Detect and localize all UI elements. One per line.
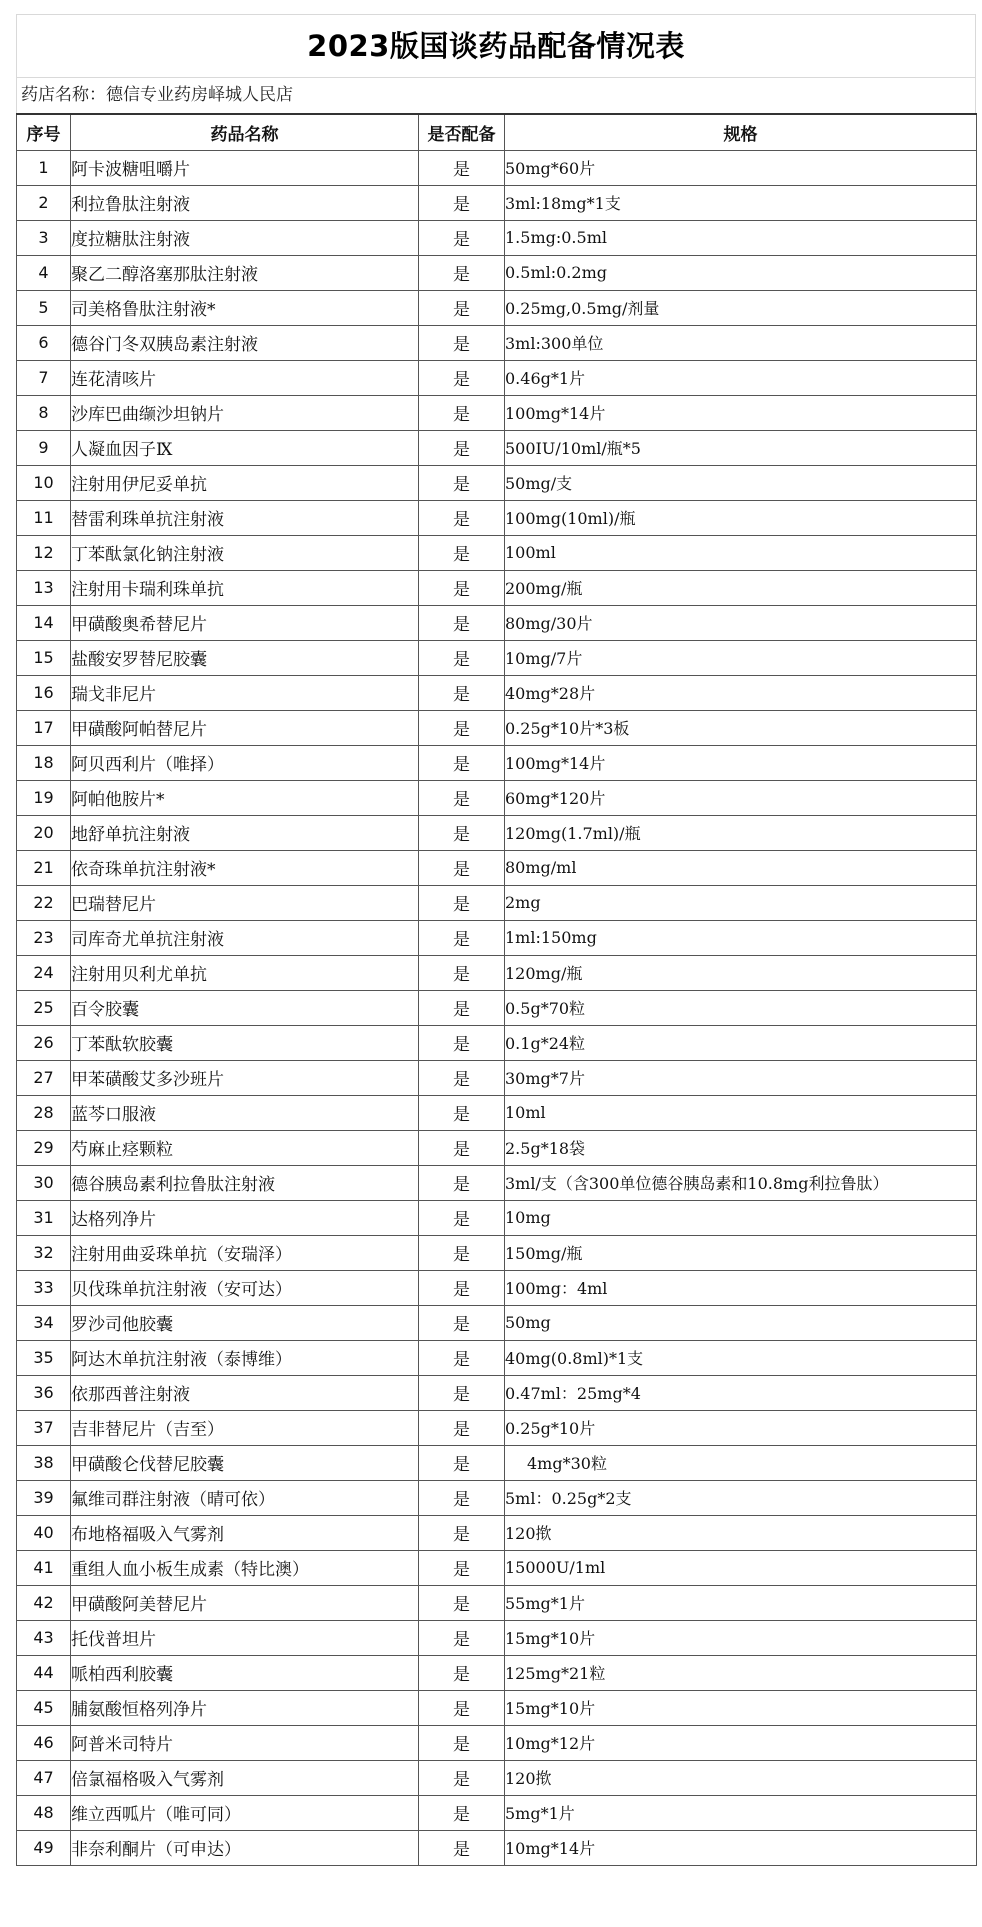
drug-name: 倍氯福格吸入气雾剂 bbox=[71, 1760, 419, 1795]
drug-spec: 4mg*30粒 bbox=[505, 1445, 977, 1480]
drug-name: 司库奇尤单抗注射液 bbox=[71, 920, 419, 955]
row-number: 24 bbox=[17, 955, 71, 990]
table-row bbox=[17, 1760, 977, 1795]
table-row bbox=[17, 1830, 977, 1865]
drug-spec: 100mg：4ml bbox=[505, 1270, 977, 1305]
row-number: 21 bbox=[17, 850, 71, 885]
row-number: 18 bbox=[17, 745, 71, 780]
drug-name: 甲磺酸阿帕替尼片 bbox=[71, 710, 419, 745]
table-row bbox=[17, 745, 977, 780]
header-no: 序号 bbox=[17, 114, 71, 150]
drug-name: 瑞戈非尼片 bbox=[71, 675, 419, 710]
table-row bbox=[17, 1550, 977, 1585]
stocked-status: 是 bbox=[419, 640, 505, 675]
drug-name: 盐酸安罗替尼胶囊 bbox=[71, 640, 419, 675]
stocked-status: 是 bbox=[419, 1200, 505, 1235]
drug-spec: 50mg/支 bbox=[505, 465, 977, 500]
store-name: 药店名称：德信专业药房峄城人民店 bbox=[16, 77, 976, 113]
row-number: 45 bbox=[17, 1690, 71, 1725]
row-number: 19 bbox=[17, 780, 71, 815]
drug-name: 吉非替尼片（吉至） bbox=[71, 1410, 419, 1445]
drug-name: 德谷门冬双胰岛素注射液 bbox=[71, 325, 419, 360]
table-row bbox=[17, 1200, 977, 1235]
drug-name: 德谷胰岛素利拉鲁肽注射液 bbox=[71, 1165, 419, 1200]
stocked-status: 是 bbox=[419, 1270, 505, 1305]
drug-name: 度拉糖肽注射液 bbox=[71, 220, 419, 255]
table-row bbox=[17, 430, 977, 465]
table-row bbox=[17, 325, 977, 360]
header-row bbox=[17, 114, 977, 150]
stocked-status: 是 bbox=[419, 1235, 505, 1270]
drug-name: 连花清咳片 bbox=[71, 360, 419, 395]
drug-name: 沙库巴曲缬沙坦钠片 bbox=[71, 395, 419, 430]
row-number: 17 bbox=[17, 710, 71, 745]
drug-spec: 1ml:150mg bbox=[505, 920, 977, 955]
row-number: 12 bbox=[17, 535, 71, 570]
drug-spec: 80mg/30片 bbox=[505, 605, 977, 640]
table-row bbox=[17, 1095, 977, 1130]
stocked-status: 是 bbox=[419, 290, 505, 325]
table-row bbox=[17, 290, 977, 325]
row-number: 4 bbox=[17, 255, 71, 290]
drug-spec: 100ml bbox=[505, 535, 977, 570]
table-row bbox=[17, 1480, 977, 1515]
drug-spec: 100mg*14片 bbox=[505, 745, 977, 780]
table-row bbox=[17, 885, 977, 920]
stocked-status: 是 bbox=[419, 570, 505, 605]
drug-spec: 60mg*120片 bbox=[505, 780, 977, 815]
table-row bbox=[17, 150, 977, 185]
drug-spec: 500IU/10ml/瓶*5 bbox=[505, 430, 977, 465]
row-number: 47 bbox=[17, 1760, 71, 1795]
drug-spec: 40mg*28片 bbox=[505, 675, 977, 710]
stocked-status: 是 bbox=[419, 325, 505, 360]
drug-spec: 0.47ml：25mg*4 bbox=[505, 1375, 977, 1410]
drug-spec: 120揿 bbox=[505, 1760, 977, 1795]
drug-spec: 15000U/1ml bbox=[505, 1550, 977, 1585]
stocked-status: 是 bbox=[419, 500, 505, 535]
stocked-status: 是 bbox=[419, 185, 505, 220]
table-row bbox=[17, 535, 977, 570]
row-number: 37 bbox=[17, 1410, 71, 1445]
drug-name: 哌柏西利胶囊 bbox=[71, 1655, 419, 1690]
stocked-status: 是 bbox=[419, 1655, 505, 1690]
drug-spec: 5mg*1片 bbox=[505, 1795, 977, 1830]
drug-spec: 120mg(1.7ml)/瓶 bbox=[505, 815, 977, 850]
row-number: 8 bbox=[17, 395, 71, 430]
drug-spec: 0.25g*10片*3板 bbox=[505, 710, 977, 745]
drug-name: 阿达木单抗注射液（泰博维） bbox=[71, 1340, 419, 1375]
stocked-status: 是 bbox=[419, 1760, 505, 1795]
row-number: 34 bbox=[17, 1305, 71, 1340]
drug-name: 注射用伊尼妥单抗 bbox=[71, 465, 419, 500]
row-number: 49 bbox=[17, 1830, 71, 1865]
row-number: 25 bbox=[17, 990, 71, 1025]
table-row bbox=[17, 1690, 977, 1725]
stocked-status: 是 bbox=[419, 255, 505, 290]
drug-name: 甲磺酸仑伐替尼胶囊 bbox=[71, 1445, 419, 1480]
row-number: 14 bbox=[17, 605, 71, 640]
drug-spec: 120mg/瓶 bbox=[505, 955, 977, 990]
row-number: 38 bbox=[17, 1445, 71, 1480]
table-row bbox=[17, 1620, 977, 1655]
stocked-status: 是 bbox=[419, 1340, 505, 1375]
row-number: 16 bbox=[17, 675, 71, 710]
table-row bbox=[17, 570, 977, 605]
stocked-status: 是 bbox=[419, 1620, 505, 1655]
drug-name: 阿普米司特片 bbox=[71, 1725, 419, 1760]
drug-name: 人凝血因子Ⅸ bbox=[71, 430, 419, 465]
table-row bbox=[17, 500, 977, 535]
table-row bbox=[17, 920, 977, 955]
table-row bbox=[17, 1410, 977, 1445]
stocked-status: 是 bbox=[419, 1550, 505, 1585]
table-row bbox=[17, 1060, 977, 1095]
row-number: 9 bbox=[17, 430, 71, 465]
table-row bbox=[17, 710, 977, 745]
drug-name: 芍麻止痉颗粒 bbox=[71, 1130, 419, 1165]
table-body bbox=[17, 150, 977, 1865]
row-number: 20 bbox=[17, 815, 71, 850]
row-number: 2 bbox=[17, 185, 71, 220]
drug-spec: 3ml/支（含300单位德谷胰岛素和10.8mg利拉鲁肽） bbox=[505, 1165, 977, 1200]
stocked-status: 是 bbox=[419, 430, 505, 465]
table-row bbox=[17, 1585, 977, 1620]
stocked-status: 是 bbox=[419, 1095, 505, 1130]
stocked-status: 是 bbox=[419, 1410, 505, 1445]
drug-spec: 100mg*14片 bbox=[505, 395, 977, 430]
table-row bbox=[17, 1165, 977, 1200]
table-row bbox=[17, 780, 977, 815]
table-row bbox=[17, 1130, 977, 1165]
table-row bbox=[17, 185, 977, 220]
drug-spec: 50mg*60片 bbox=[505, 150, 977, 185]
drug-spec: 0.25mg,0.5mg/剂量 bbox=[505, 290, 977, 325]
drug-name: 重组人血小板生成素（特比澳） bbox=[71, 1550, 419, 1585]
stocked-status: 是 bbox=[419, 990, 505, 1025]
table-row bbox=[17, 1795, 977, 1830]
stocked-status: 是 bbox=[419, 850, 505, 885]
drug-name: 达格列净片 bbox=[71, 1200, 419, 1235]
drug-spec: 10mg*14片 bbox=[505, 1830, 977, 1865]
table-row bbox=[17, 990, 977, 1025]
table-row bbox=[17, 1025, 977, 1060]
stocked-status: 是 bbox=[419, 675, 505, 710]
stocked-status: 是 bbox=[419, 535, 505, 570]
stocked-status: 是 bbox=[419, 1795, 505, 1830]
row-number: 11 bbox=[17, 500, 71, 535]
drug-spec: 15mg*10片 bbox=[505, 1620, 977, 1655]
header-spec: 规格 bbox=[505, 114, 977, 150]
drug-spec: 100mg(10ml)/瓶 bbox=[505, 500, 977, 535]
drug-name: 地舒单抗注射液 bbox=[71, 815, 419, 850]
drug-spec: 3ml:300单位 bbox=[505, 325, 977, 360]
drug-name: 巴瑞替尼片 bbox=[71, 885, 419, 920]
row-number: 48 bbox=[17, 1795, 71, 1830]
drug-spec: 50mg bbox=[505, 1305, 977, 1340]
row-number: 13 bbox=[17, 570, 71, 605]
drug-name: 替雷利珠单抗注射液 bbox=[71, 500, 419, 535]
drug-name: 司美格鲁肽注射液* bbox=[71, 290, 419, 325]
drug-name: 甲苯磺酸艾多沙班片 bbox=[71, 1060, 419, 1095]
row-number: 29 bbox=[17, 1130, 71, 1165]
row-number: 28 bbox=[17, 1095, 71, 1130]
row-number: 30 bbox=[17, 1165, 71, 1200]
row-number: 40 bbox=[17, 1515, 71, 1550]
drug-spec: 3ml:18mg*1支 bbox=[505, 185, 977, 220]
drug-spec: 0.46g*1片 bbox=[505, 360, 977, 395]
drug-name: 百令胶囊 bbox=[71, 990, 419, 1025]
table-row bbox=[17, 850, 977, 885]
row-number: 46 bbox=[17, 1725, 71, 1760]
row-number: 23 bbox=[17, 920, 71, 955]
stocked-status: 是 bbox=[419, 1305, 505, 1340]
stocked-status: 是 bbox=[419, 150, 505, 185]
row-number: 1 bbox=[17, 150, 71, 185]
table-row bbox=[17, 605, 977, 640]
row-number: 7 bbox=[17, 360, 71, 395]
drug-spec: 15mg*10片 bbox=[505, 1690, 977, 1725]
drug-spec: 2.5g*18袋 bbox=[505, 1130, 977, 1165]
drug-name: 脯氨酸恒格列净片 bbox=[71, 1690, 419, 1725]
drug-spec: 80mg/ml bbox=[505, 850, 977, 885]
drug-spec: 55mg*1片 bbox=[505, 1585, 977, 1620]
row-number: 44 bbox=[17, 1655, 71, 1690]
drug-spec: 150mg/瓶 bbox=[505, 1235, 977, 1270]
row-number: 5 bbox=[17, 290, 71, 325]
stocked-status: 是 bbox=[419, 1025, 505, 1060]
stocked-status: 是 bbox=[419, 780, 505, 815]
drug-name: 注射用曲妥珠单抗（安瑞泽） bbox=[71, 1235, 419, 1270]
drug-spec: 120揿 bbox=[505, 1515, 977, 1550]
header-name: 药品名称 bbox=[71, 114, 419, 150]
drug-name: 利拉鲁肽注射液 bbox=[71, 185, 419, 220]
drug-spec: 30mg*7片 bbox=[505, 1060, 977, 1095]
stocked-status: 是 bbox=[419, 1375, 505, 1410]
table-row bbox=[17, 395, 977, 430]
table-row bbox=[17, 1305, 977, 1340]
table-row bbox=[17, 220, 977, 255]
stocked-status: 是 bbox=[419, 395, 505, 430]
drug-name: 依奇珠单抗注射液* bbox=[71, 850, 419, 885]
row-number: 15 bbox=[17, 640, 71, 675]
drug-name: 丁苯酞软胶囊 bbox=[71, 1025, 419, 1060]
table-row bbox=[17, 955, 977, 990]
table-row bbox=[17, 465, 977, 500]
row-number: 6 bbox=[17, 325, 71, 360]
drug-name: 蓝芩口服液 bbox=[71, 1095, 419, 1130]
drug-name: 贝伐珠单抗注射液（安可达） bbox=[71, 1270, 419, 1305]
stocked-status: 是 bbox=[419, 710, 505, 745]
drug-name: 非奈利酮片（可申达） bbox=[71, 1830, 419, 1865]
row-number: 43 bbox=[17, 1620, 71, 1655]
drug-name: 氟维司群注射液（晴可依） bbox=[71, 1480, 419, 1515]
drug-table bbox=[16, 113, 977, 1866]
row-number: 3 bbox=[17, 220, 71, 255]
drug-name: 维立西呱片（唯可同） bbox=[71, 1795, 419, 1830]
drug-spec: 10ml bbox=[505, 1095, 977, 1130]
table-row bbox=[17, 1515, 977, 1550]
row-number: 41 bbox=[17, 1550, 71, 1585]
drug-name: 甲磺酸阿美替尼片 bbox=[71, 1585, 419, 1620]
drug-spec: 10mg*12片 bbox=[505, 1725, 977, 1760]
row-number: 27 bbox=[17, 1060, 71, 1095]
drug-spec: 0.25g*10片 bbox=[505, 1410, 977, 1445]
drug-spec: 125mg*21粒 bbox=[505, 1655, 977, 1690]
table-row bbox=[17, 1235, 977, 1270]
drug-spec: 10mg/7片 bbox=[505, 640, 977, 675]
drug-spec: 0.5ml:0.2mg bbox=[505, 255, 977, 290]
row-number: 39 bbox=[17, 1480, 71, 1515]
drug-spec: 1.5mg:0.5ml bbox=[505, 220, 977, 255]
table-row bbox=[17, 675, 977, 710]
stocked-status: 是 bbox=[419, 1130, 505, 1165]
stocked-status: 是 bbox=[419, 815, 505, 850]
row-number: 42 bbox=[17, 1585, 71, 1620]
stocked-status: 是 bbox=[419, 465, 505, 500]
row-number: 36 bbox=[17, 1375, 71, 1410]
stocked-status: 是 bbox=[419, 1480, 505, 1515]
drug-name: 丁苯酞氯化钠注射液 bbox=[71, 535, 419, 570]
header-stocked: 是否配备 bbox=[419, 114, 505, 150]
spreadsheet bbox=[16, 14, 976, 1866]
table-row bbox=[17, 640, 977, 675]
drug-name: 阿贝西利片（唯择） bbox=[71, 745, 419, 780]
table-row bbox=[17, 1375, 977, 1410]
stocked-status: 是 bbox=[419, 920, 505, 955]
drug-name: 罗沙司他胶囊 bbox=[71, 1305, 419, 1340]
stocked-status: 是 bbox=[419, 1445, 505, 1480]
stocked-status: 是 bbox=[419, 360, 505, 395]
drug-name: 甲磺酸奥希替尼片 bbox=[71, 605, 419, 640]
stocked-status: 是 bbox=[419, 1725, 505, 1760]
table-row bbox=[17, 815, 977, 850]
drug-spec: 0.1g*24粒 bbox=[505, 1025, 977, 1060]
stocked-status: 是 bbox=[419, 885, 505, 920]
drug-name: 注射用卡瑞利珠单抗 bbox=[71, 570, 419, 605]
stocked-status: 是 bbox=[419, 220, 505, 255]
table-row bbox=[17, 1655, 977, 1690]
table-row bbox=[17, 255, 977, 290]
page-title: 2023版国谈药品配备情况表 bbox=[16, 14, 976, 77]
row-number: 26 bbox=[17, 1025, 71, 1060]
stocked-status: 是 bbox=[419, 1165, 505, 1200]
drug-name: 阿卡波糖咀嚼片 bbox=[71, 150, 419, 185]
drug-name: 托伐普坦片 bbox=[71, 1620, 419, 1655]
stocked-status: 是 bbox=[419, 1060, 505, 1095]
drug-spec: 10mg bbox=[505, 1200, 977, 1235]
drug-name: 阿帕他胺片* bbox=[71, 780, 419, 815]
drug-name: 注射用贝利尤单抗 bbox=[71, 955, 419, 990]
drug-name: 布地格福吸入气雾剂 bbox=[71, 1515, 419, 1550]
row-number: 35 bbox=[17, 1340, 71, 1375]
drug-spec: 2mg bbox=[505, 885, 977, 920]
row-number: 32 bbox=[17, 1235, 71, 1270]
drug-name: 依那西普注射液 bbox=[71, 1375, 419, 1410]
row-number: 22 bbox=[17, 885, 71, 920]
row-number: 33 bbox=[17, 1270, 71, 1305]
stocked-status: 是 bbox=[419, 955, 505, 990]
row-number: 10 bbox=[17, 465, 71, 500]
table-row bbox=[17, 1340, 977, 1375]
table-row bbox=[17, 1270, 977, 1305]
table-row bbox=[17, 360, 977, 395]
row-number: 31 bbox=[17, 1200, 71, 1235]
stocked-status: 是 bbox=[419, 745, 505, 780]
table-row bbox=[17, 1725, 977, 1760]
drug-spec: 40mg(0.8ml)*1支 bbox=[505, 1340, 977, 1375]
drug-name: 聚乙二醇洛塞那肽注射液 bbox=[71, 255, 419, 290]
drug-spec: 5ml：0.25g*2支 bbox=[505, 1480, 977, 1515]
table-row bbox=[17, 1445, 977, 1480]
stocked-status: 是 bbox=[419, 605, 505, 640]
stocked-status: 是 bbox=[419, 1585, 505, 1620]
stocked-status: 是 bbox=[419, 1690, 505, 1725]
drug-spec: 0.5g*70粒 bbox=[505, 990, 977, 1025]
stocked-status: 是 bbox=[419, 1515, 505, 1550]
stocked-status: 是 bbox=[419, 1830, 505, 1865]
drug-spec: 200mg/瓶 bbox=[505, 570, 977, 605]
